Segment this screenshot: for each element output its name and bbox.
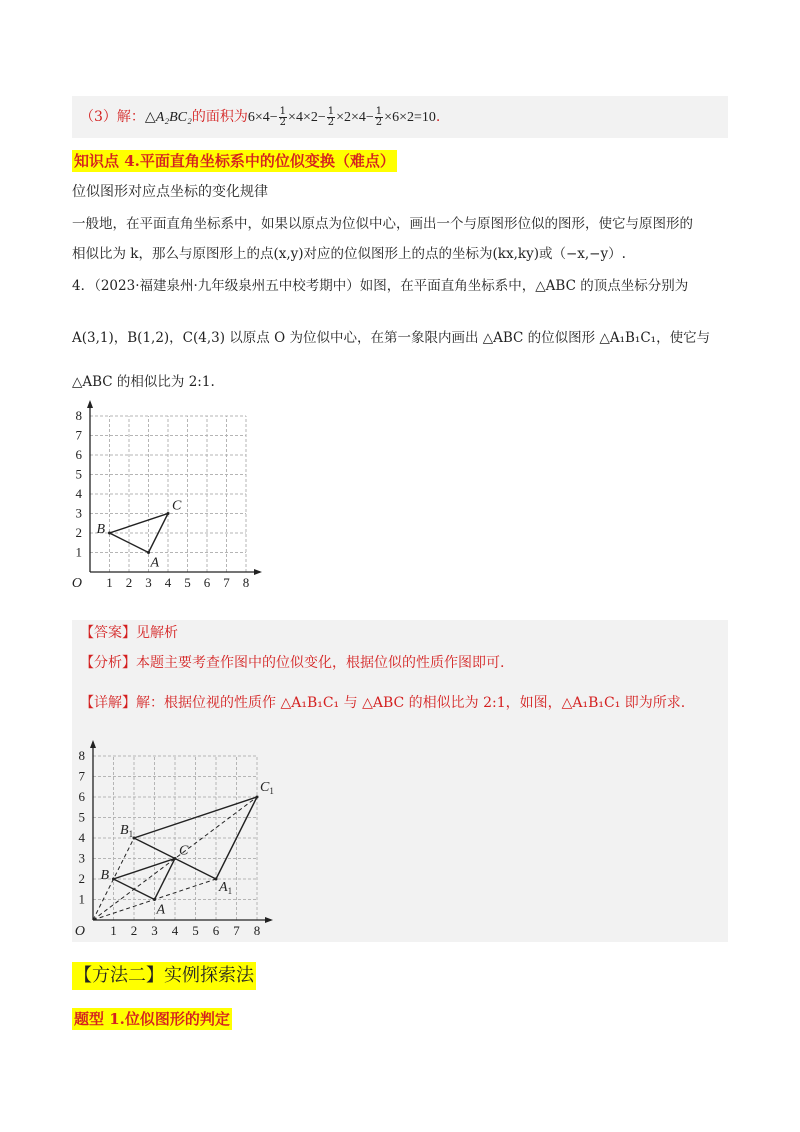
point-marker bbox=[147, 551, 150, 554]
analysis-tag: 【分析】 bbox=[80, 655, 136, 671]
fraction-numerator: 1 bbox=[327, 105, 335, 117]
rule-paragraph-line-1: 一般地，在平面直角坐标系中，如果以原点为位似中心，画出一个与原图形位似的图形，使它与原图形的 bbox=[72, 216, 693, 232]
y-axis-arrow bbox=[87, 400, 93, 408]
point-label: A bbox=[150, 555, 160, 571]
x-tick-label: 6 bbox=[203, 575, 211, 590]
point-label: $A_1$ bbox=[219, 880, 233, 896]
x-tick-label: 4 bbox=[171, 923, 179, 938]
x-tick-label: 2 bbox=[125, 575, 133, 590]
method-2-title: 【方法二】实例探索法 bbox=[72, 962, 256, 990]
x-tick-label: 1 bbox=[106, 575, 113, 590]
point-marker bbox=[153, 898, 156, 901]
detail-tag: 【详解】 bbox=[80, 695, 136, 711]
coordinate-figure-question bbox=[60, 392, 280, 602]
answer-text: 见解析 bbox=[136, 625, 178, 641]
solution-3-area-label: 的面积为 bbox=[191, 109, 248, 125]
fraction-denominator: 2 bbox=[375, 116, 383, 128]
solution-3-triangle: △A₂BC₂ bbox=[144, 110, 192, 125]
y-tick-label: 3 bbox=[75, 505, 82, 521]
point-label: C bbox=[172, 498, 182, 514]
x-axis-arrow bbox=[265, 917, 273, 923]
y-axis-arrow bbox=[90, 740, 96, 748]
point-marker bbox=[167, 512, 170, 515]
x-tick-label: 4 bbox=[164, 575, 172, 590]
y-tick-label: 5 bbox=[78, 809, 85, 825]
x-axis-arrow bbox=[254, 569, 262, 575]
y-tick-label: 6 bbox=[75, 447, 82, 462]
x-tick-label: 6 bbox=[212, 923, 220, 938]
solution-3-expr-b: ×4×2− bbox=[288, 110, 326, 125]
fraction-denominator: 2 bbox=[279, 116, 287, 128]
point-label: C bbox=[179, 843, 189, 859]
fraction-half bbox=[279, 107, 287, 128]
analysis-text: 本题主要考查作图中的位似变化，根据位似的性质作图即可. bbox=[136, 655, 505, 671]
triangle bbox=[110, 514, 169, 553]
detail-line bbox=[80, 693, 685, 713]
y-tick-label: 2 bbox=[75, 525, 82, 540]
point-marker bbox=[174, 857, 177, 860]
answer-tag: 【答案】 bbox=[80, 625, 136, 641]
x-tick-label: 2 bbox=[130, 923, 138, 938]
y-tick-label: 2 bbox=[78, 871, 85, 886]
type-1-title: 题型 1.位似图形的判定 bbox=[74, 1010, 230, 1028]
y-tick-label: 6 bbox=[78, 789, 85, 804]
answer-line bbox=[80, 623, 178, 643]
fraction-numerator: 1 bbox=[279, 105, 287, 117]
y-tick-label: 4 bbox=[78, 830, 85, 845]
x-tick-label: 7 bbox=[233, 923, 240, 938]
x-tick-label: 1 bbox=[110, 923, 117, 938]
y-tick-label: 1 bbox=[75, 544, 82, 560]
solution-3-expr-c: ×2×4− bbox=[336, 110, 374, 125]
x-tick-label: 8 bbox=[253, 923, 261, 938]
point-label: B bbox=[96, 522, 106, 537]
y-tick-label: 8 bbox=[75, 408, 82, 423]
coordinate-figure-answer bbox=[60, 740, 300, 940]
x-tick-label: 7 bbox=[223, 575, 230, 590]
origin-label: O bbox=[71, 576, 82, 591]
question-4-line-2: A(3,1)，B(1,2)，C(4,3) 以原点 O 为位似中心，在第一象限内画出 △ABC 的位似图形 △A₁B₁C₁，使它与 bbox=[72, 330, 711, 346]
point-label: $C_1$ bbox=[260, 780, 274, 796]
point-marker bbox=[256, 796, 259, 799]
fraction-half bbox=[327, 107, 335, 128]
x-tick-label: 3 bbox=[145, 575, 152, 590]
detail-text: 解：根据位视的性质作 △A₁B₁C₁ 与 △ABC 的相似比为 2:1，如图，△A₁B₁C₁ 即为所求. bbox=[136, 695, 686, 711]
origin-label: O bbox=[74, 924, 85, 939]
rule-paragraph-line-2: 相似比为 k，那么与原图形上的点(x,y)对应的位似图形上的点的坐标为(kx,ky)或（−x,−y）. bbox=[72, 246, 626, 262]
solution-3-period: . bbox=[435, 109, 441, 125]
fraction-numerator: 1 bbox=[375, 105, 383, 117]
solution-3-prefix: （3）解： bbox=[80, 109, 145, 125]
point-marker bbox=[108, 532, 111, 535]
fraction-half bbox=[375, 107, 383, 128]
x-tick-label: 5 bbox=[192, 923, 199, 938]
rule-heading: 位似图形对应点坐标的变化规律 bbox=[72, 184, 268, 200]
question-4-line-1: 4．（2023·福建泉州·九年级泉州五中校考期中）如图，在平面直角坐标系中，△ABC 的顶点坐标分别为 bbox=[72, 278, 689, 294]
y-tick-label: 5 bbox=[75, 466, 82, 482]
y-tick-label: 1 bbox=[78, 891, 85, 907]
y-tick-label: 7 bbox=[75, 427, 82, 443]
point-label: B bbox=[100, 868, 110, 883]
x-tick-label: 5 bbox=[184, 575, 191, 590]
y-tick-label: 7 bbox=[78, 768, 85, 784]
x-tick-label: 8 bbox=[242, 575, 250, 590]
solution-3-expr-a: 6×4− bbox=[247, 110, 278, 125]
knowledge-point-4-title: 知识点 4.平面直角坐标系中的位似变换（难点） bbox=[74, 152, 395, 170]
fraction-denominator: 2 bbox=[327, 116, 335, 128]
x-tick-label: 3 bbox=[151, 923, 158, 938]
point-marker bbox=[215, 878, 218, 881]
analysis-line bbox=[80, 653, 504, 673]
y-tick-label: 8 bbox=[78, 748, 85, 763]
y-tick-label: 3 bbox=[78, 850, 85, 866]
point-label: A bbox=[156, 902, 166, 918]
question-4-line-3: △ABC 的相似比为 2:1. bbox=[72, 374, 215, 390]
solution-3-expr-d: ×6×2=10 bbox=[384, 110, 436, 125]
y-tick-label: 4 bbox=[75, 486, 82, 501]
point-marker bbox=[112, 878, 115, 881]
point-label: $B_1$ bbox=[120, 823, 134, 839]
solution-3-line bbox=[80, 103, 440, 132]
